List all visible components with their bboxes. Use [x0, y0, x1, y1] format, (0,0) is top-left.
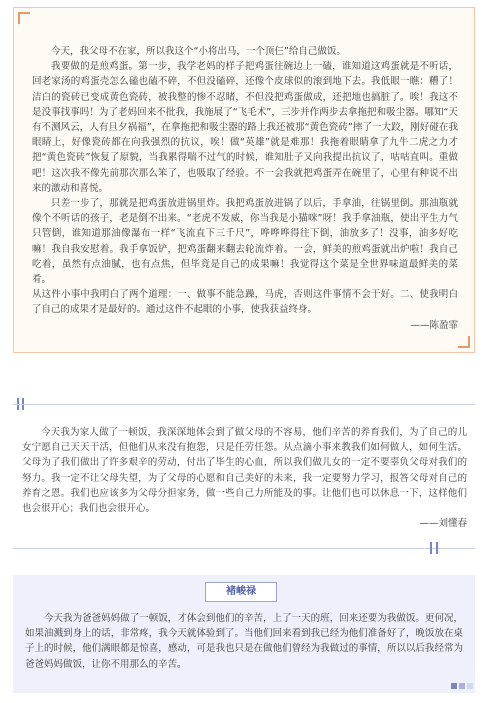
essay-1-paragraph: 从这件小事中我明白了两个道理：一、做事不能急躁，马虎，否则这件事情不会干好。二、使我明白了自己的成果才是最好的。通过这件不起眼的小事，使我获益终身。 — [32, 289, 458, 316]
essay-1-signature: ——陈盈霏 — [410, 319, 458, 331]
corner-decoration — [18, 12, 30, 24]
section-divider — [13, 548, 475, 549]
divider-mark — [436, 542, 438, 554]
decor-square — [467, 683, 473, 689]
corner-decoration — [458, 336, 470, 348]
section-divider — [13, 404, 475, 405]
essay-1-paragraph: 我要做的是煎鸡蛋。第一步，我学老妈的样子把鸡蛋往碗边上一磕，谁知道这鸡蛋就是不听话，回老家汤的鸡蛋壳怎么磕也磕不碎，不但没磕碎，还像个皮球似的滚到地下去。我低眼一瞧：糟了！洁白的瓷砖已变成黄色瓷砖，被我整的惨不忍睹，不但没把鸡蛋做成，还把地也搞脏了。唉！我这不是没事找事吗！为了老妈回来不批我，我施展了“飞毛术”，三步并作两步去拿拖把和吸尘器。哪知“天有不测风云，人有旦夕祸福”，在拿拖把和吸尘器的路上我还被那“黄色瓷砖”摔了一大跤，刚好碰在我眼睛上，好像瓷砖都在向我强烈的抗议，唉！做“英雄”就是难那！我拖着眼睛拿了九牛二虎之力才把“黄色瓷砖”恢复了原貌，当我累得喘不过气的时候，谁知肚子又向我提出抗议了，咕咕直叫。重做吧！这次我不像先前那次那么笨了，也吸取了经验。不一会我就把鸡蛋弄在碗里了，心里有种说不出来的激动和喜悦。 — [32, 61, 458, 194]
essay-1-paragraph: 只差一步了，那就是把鸡蛋放进锅里炸。我把鸡蛋放进锅了以后，手拿油，往锅里倒。那油瓶就像个不听话的孩子，老是倒不出来。“老虎不发威，你当我是小猫咪”呀！我手拿油瓶，使出平生力气只管倒，谁知道那油像瀑布一样“飞流直下三千尺”，哗哗哗得往下倒，油放多了！没事，油多好吃嘛！我自我安慰着。我手拿饭铲，把鸡蛋翻来翻去轮流炸着。一会，鲜美的煎鸡蛋就出炉啦！我自己吃着，虽然有点油腻，也有点焦，但毕竟是自己的成果嘛！我觉得这个菜是全世界味道最鲜美的菜肴。 — [32, 198, 458, 286]
essay-2-body — [22, 425, 467, 531]
essay-2-paragraph: 今天我为家人做了一顿饭，我深深地体会到了做父母的不容易，他们辛苦的养育我们，为了自己的儿女宁愿自己天天干活，但他们从来没有抱怨，只是任劳任怨。从点滴小事来教我们如何做人，如何生活。父母为了我们做出了许多艰辛的劳动，付出了毕生的心血，所以我们做儿女的一定不要辜负父母对我们的努力。我一定不让父母失望，为了父母的心愿和自己美好的未来，我一定要努力学习，报答父母对自己的养育之恩。我们也应该多为父母分担家务，做一些自己力所能及的事。让他们也可以休息一下，这样他们也会很开心；我们也会很开心。 — [22, 427, 467, 515]
divider-mark — [430, 542, 432, 554]
decor-square — [459, 683, 465, 689]
essay-3-paragraph: 今天我为爸爸妈妈做了一顿饭，才体会到他们的辛苦，上了一天的班，回来还要为我做饭。更何况，如果油溅到身上的话，非常疼，我今天就体验到了。当他们回来看到我已经为他们准备好了，晚饭放在桌子上的时候，他们满眼都是惊喜，感动，可是我也只是在做他们曾经为我做过的事情，所以以后我经常为爸爸妈妈做饭，让你不用那么的辛苦。 — [25, 613, 463, 670]
essay-1-paragraph: 今天，我父母不在家，所以我这个“小将出马，一个顶仨”给自己做饭。 — [51, 46, 346, 57]
essay-2-signature: ——刘懂春 — [419, 518, 467, 530]
essay-1-body — [32, 44, 458, 333]
essay-card-1 — [13, 7, 475, 353]
essay-3-body — [25, 611, 463, 672]
decor-square — [451, 683, 457, 689]
essay-3-author-title: 褚峻禄 — [205, 582, 277, 602]
